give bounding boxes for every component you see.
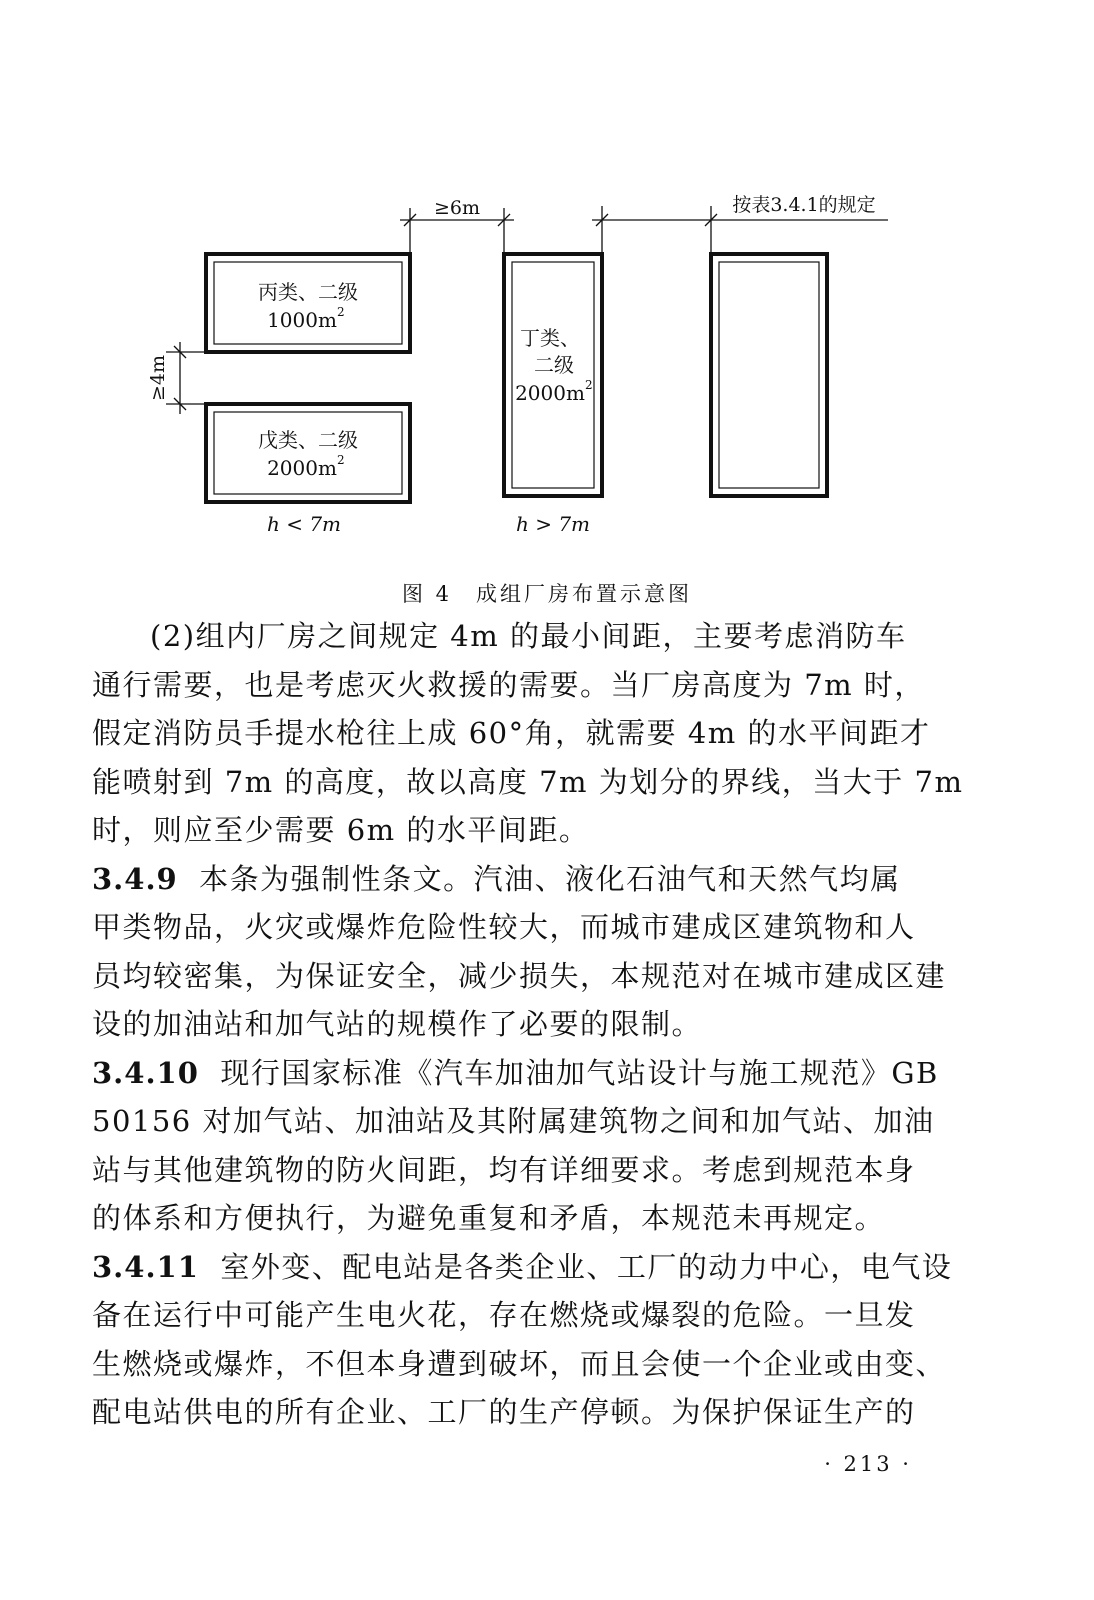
text-line: (2)组内厂房之间规定 4m 的最小间距，主要考虑消防车 bbox=[150, 619, 907, 653]
text-line bbox=[92, 855, 946, 904]
ding-label-area: 2000m bbox=[515, 381, 585, 405]
text-line: 假定消防员手提水枪往上成 60°角，就需要 4m 的水平间距才 bbox=[92, 716, 931, 750]
page-number: · 213 · bbox=[824, 1452, 912, 1476]
building-right-outer bbox=[711, 254, 827, 496]
building-wu-inner bbox=[214, 412, 402, 494]
text-line bbox=[92, 1243, 953, 1292]
text-line: 甲类物品，火灾或爆炸危险性较大，而城市建成区建筑物和人 bbox=[92, 910, 916, 944]
clause-text: 本条为强制性条文。汽油、液化石油气和天然气均属 bbox=[199, 861, 901, 896]
text-line: 站与其他建筑物的防火间距，均有详细要求。考虑到规范本身 bbox=[92, 1152, 916, 1187]
text-line: 50156 对加气站、加油站及其附属建筑物之间和加气站、加油 bbox=[92, 1104, 935, 1138]
text-line: 员均较密集，为保证安全，减少损失，本规范对在城市建成区建 bbox=[92, 958, 947, 993]
clause-text: 室外变、配电站是各类企业、工厂的动力中心，电气设 bbox=[220, 1249, 953, 1284]
body-text bbox=[92, 612, 964, 1437]
height-label-right: h > 7m bbox=[515, 512, 591, 536]
wu-label-area: 2000m bbox=[267, 456, 337, 480]
ding-label-grade: 二级 bbox=[534, 353, 574, 377]
text-line: 时，则应至少需要 6m 的水平间距。 bbox=[92, 813, 590, 847]
clause-text: 现行国家标准《汽车加油加气站设计与施工规范》GB bbox=[220, 1055, 939, 1090]
label-rule: 按表3.4.1的规定 bbox=[732, 194, 876, 216]
clause-number: 3.4.11 bbox=[92, 1249, 199, 1284]
ding-label-sup: 2 bbox=[585, 378, 593, 392]
clause-number: 3.4.9 bbox=[92, 861, 178, 896]
wu-label-type: 戊类、二级 bbox=[258, 428, 358, 452]
building-wu-outer bbox=[206, 404, 410, 502]
text-line: 配电站供电的所有企业、工厂的生产停顿。为保护保证生产的 bbox=[92, 1395, 916, 1429]
text-line: 的体系和方便执行，为避免重复和矛盾，本规范未再规定。 bbox=[92, 1201, 886, 1235]
height-label-left: h < 7m bbox=[266, 512, 342, 536]
clause-number: 3.4.10 bbox=[92, 1055, 199, 1090]
text-line bbox=[92, 1049, 946, 1098]
ding-label-type: 丁类、 bbox=[520, 326, 580, 350]
label-6m: ≥6m bbox=[433, 197, 481, 219]
label-4m: ≥4m bbox=[147, 354, 169, 402]
wu-label-sup: 2 bbox=[337, 453, 345, 467]
text-line: 通行需要，也是考虑灭火救援的需要。当厂房高度为 7m 时， bbox=[92, 667, 925, 702]
bing-label-area: 1000m bbox=[267, 308, 337, 332]
figure-caption: 图 4 成组厂房布置示意图 bbox=[401, 582, 693, 606]
layout-figure bbox=[0, 0, 1094, 560]
text-line: 设的加油站和加气站的规模作了必要的限制。 bbox=[92, 1007, 703, 1041]
text-line: 能喷射到 7m 的高度，故以高度 7m 为划分的界线，当大于 7m bbox=[92, 764, 964, 799]
bing-label-sup: 2 bbox=[337, 305, 345, 319]
text-line: 生燃烧或爆炸，不但本身遭到破坏，而且会使一个企业或由变、 bbox=[92, 1346, 947, 1381]
building-right-inner bbox=[719, 262, 819, 488]
dimension-4m bbox=[166, 342, 204, 414]
text-line: 备在运行中可能产生电火花，存在燃烧或爆裂的危险。一旦发 bbox=[92, 1298, 916, 1332]
factory-layout-diagram bbox=[0, 0, 1094, 560]
bing-label-type: 丙类、二级 bbox=[258, 280, 358, 304]
